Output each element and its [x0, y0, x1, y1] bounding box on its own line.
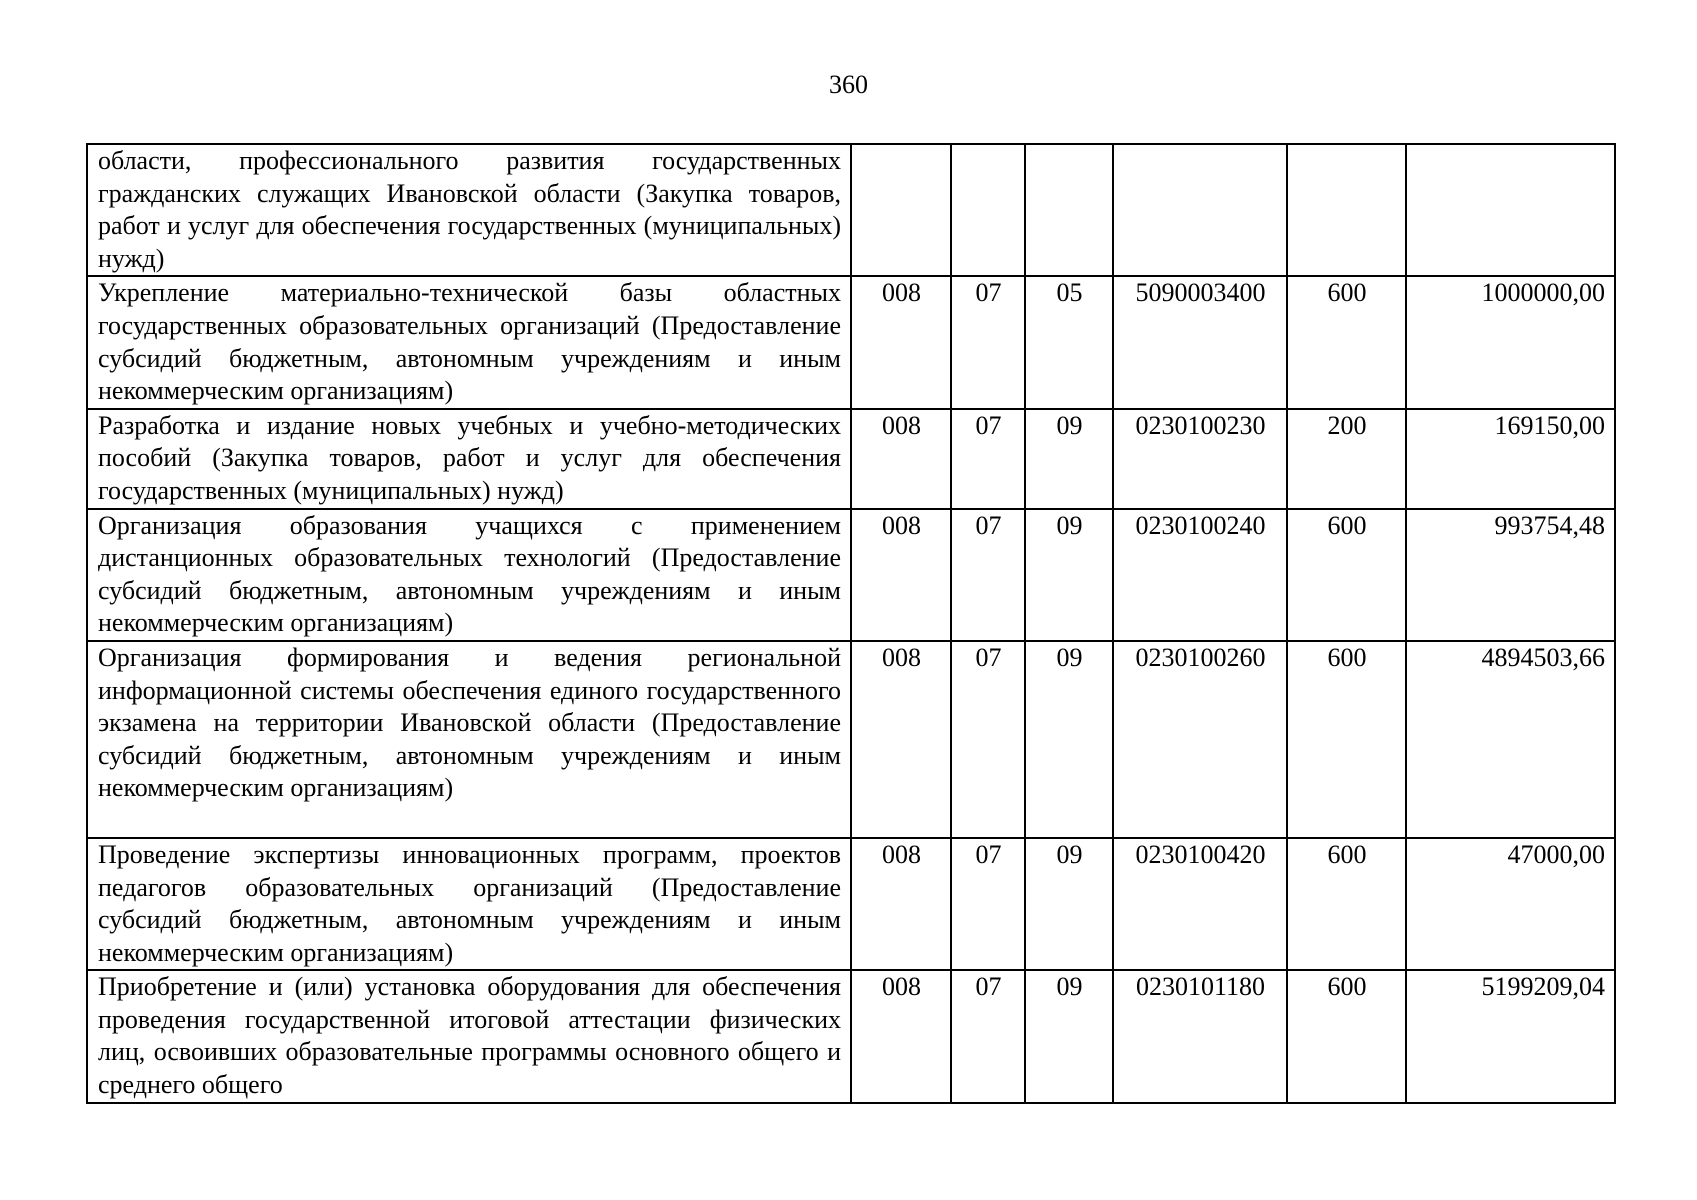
- section-code: 07: [951, 641, 1025, 838]
- ministry-code: 008: [851, 276, 951, 408]
- target-article-code: 0230100230: [1113, 409, 1287, 509]
- subsection-code: [1025, 144, 1113, 276]
- amount-value: 993754,48: [1406, 509, 1615, 641]
- target-article-code: 0230100240: [1113, 509, 1287, 641]
- row-description: области, профессионального развития государственных гражданских служащих Ивановской области (Закупка товаров, работ и услуг для обеспечения государственных (муниципальных) нужд): [87, 144, 851, 276]
- subsection-code: 09: [1025, 509, 1113, 641]
- row-description: Организация формирования и ведения региональной информационной системы обеспечения единого государственного экзамена на территории Ивановской области (Предоставление субсидий бюджетным, автономным учреждениям и иным некоммерческим организациям): [87, 641, 851, 838]
- amount-value: 169150,00: [1406, 409, 1615, 509]
- section-code: 07: [951, 409, 1025, 509]
- table-row: [87, 409, 1615, 509]
- row-description: Укрепление материально-технической базы областных государственных образовательных организаций (Предоставление субсидий бюджетным, автономным учреждениям и иным некоммерческим организациям): [87, 276, 851, 408]
- row-description: Организация образования учащихся с применением дистанционных образовательных технологий (Предоставление субсидий бюджетным, автономным учреждениям и иным некоммерческим организациям): [87, 509, 851, 641]
- target-article-code: [1113, 144, 1287, 276]
- expense-type-code: [1287, 144, 1406, 276]
- expense-type-code: 600: [1287, 838, 1406, 970]
- target-article-code: 0230100420: [1113, 838, 1287, 970]
- row-description: Приобретение и (или) установка оборудования для обеспечения проведения государственной итоговой аттестации физических лиц, освоивших образовательные программы основного общего и среднего общего: [87, 970, 851, 1102]
- ministry-code: 008: [851, 509, 951, 641]
- target-article-code: 0230101180: [1113, 970, 1287, 1102]
- target-article-code: 5090003400: [1113, 276, 1287, 408]
- section-code: 07: [951, 970, 1025, 1102]
- amount-value: 4894503,66: [1406, 641, 1615, 838]
- subsection-code: 05: [1025, 276, 1113, 408]
- table-row: [87, 276, 1615, 408]
- page-number: 360: [829, 70, 868, 99]
- row-description: Разработка и издание новых учебных и учебно-методических пособий (Закупка товаров, работ и услуг для обеспечения государственных (муниципальных) нужд): [87, 409, 851, 509]
- subsection-code: 09: [1025, 409, 1113, 509]
- budget-table-body: [87, 144, 1615, 1103]
- subsection-code: 09: [1025, 970, 1113, 1102]
- target-article-code: 0230100260: [1113, 641, 1287, 838]
- section-code: 07: [951, 838, 1025, 970]
- budget-table: [86, 143, 1616, 1104]
- amount-value: [1406, 144, 1615, 276]
- subsection-code: 09: [1025, 641, 1113, 838]
- expense-type-code: 600: [1287, 509, 1406, 641]
- ministry-code: 008: [851, 409, 951, 509]
- table-row: [87, 509, 1615, 641]
- expense-type-code: 600: [1287, 641, 1406, 838]
- section-code: 07: [951, 276, 1025, 408]
- ministry-code: [851, 144, 951, 276]
- amount-value: 5199209,04: [1406, 970, 1615, 1102]
- ministry-code: 008: [851, 838, 951, 970]
- table-row: [87, 641, 1615, 838]
- amount-value: 1000000,00: [1406, 276, 1615, 408]
- table-row: [87, 970, 1615, 1102]
- row-description: Проведение экспертизы инновационных программ, проектов педагогов образовательных организаций (Предоставление субсидий бюджетным, автономным учреждениям и иным некоммерческим организациям): [87, 838, 851, 970]
- subsection-code: 09: [1025, 838, 1113, 970]
- amount-value: 47000,00: [1406, 838, 1615, 970]
- section-code: 07: [951, 509, 1025, 641]
- ministry-code: 008: [851, 970, 951, 1102]
- table-row: [87, 838, 1615, 970]
- table-row: [87, 144, 1615, 276]
- section-code: [951, 144, 1025, 276]
- ministry-code: 008: [851, 641, 951, 838]
- expense-type-code: 600: [1287, 276, 1406, 408]
- expense-type-code: 200: [1287, 409, 1406, 509]
- expense-type-code: 600: [1287, 970, 1406, 1102]
